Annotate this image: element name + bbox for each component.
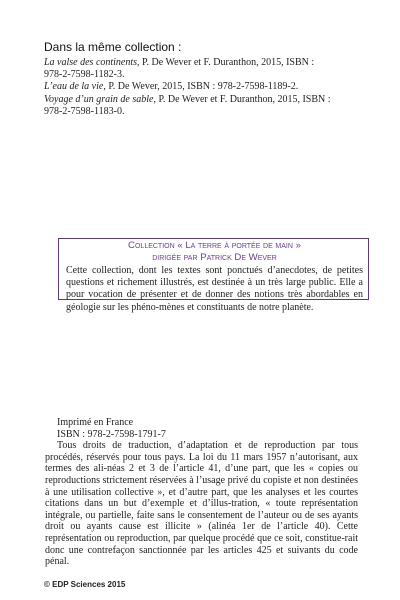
book-details: , P. De Wever et F. Duranthon, 2015, ISBN : (137, 57, 315, 68)
book-isbn: 978-2-7598-1183-0. (44, 105, 125, 117)
book-title: La valse des continents (44, 57, 138, 68)
list-item (44, 94, 364, 118)
legal-notice (45, 417, 358, 568)
collection-info-box (58, 238, 369, 313)
collection-editor-line: dirigée par Patrick De Wever (152, 252, 277, 263)
collection-list (44, 57, 364, 118)
collection-description: Cette collection, dont les textes sont ponctués d’anecdotes, de petites questions et richement illustrés, est destinée à un très large public. Elle a pour vocation de présenter et de donner des notions très abordables en géologie sur les phéno-mènes et constituants de notre planète. (66, 265, 363, 313)
copyright: © EDP Sciences 2015 (44, 580, 126, 589)
collection-heading: Dans la même collection : (44, 40, 182, 54)
book-details: , P. De Wever et F. Duranthon, 2015, ISBN : (153, 93, 331, 105)
rights-text: Tous droits de traduction, d’adaptation et de reproduction par tous procédés, réservés pour tous pays. La loi du 11 mars 1957 n’autorisant, aux termes des ali-néas 2 et 3 de l’article 41, d’une part, que les « copies ou reproductions strictement réservées à l’usage privé du copiste et non destinées à une utilisation collective », et d’autre part, que les analyses et les courtes citations dans un but d’exemple et d’illus-tration, « toute représentation intégrale, ou partielle, faite sans le consentement de l’auteur ou de ses ayants droit ou ayants cause est illicite » (alinéa 1er de l’article 40). Cette représentation ou reproduction, par quelque procédé que ce soit, constitue-rait donc une contrefaçon sanctionnée par les articles 425 et suivants du code pénal. (45, 440, 358, 568)
collection-title (66, 240, 363, 264)
book-isbn: 978-2-7598-1182-3. (44, 69, 125, 81)
book-title: L’eau de la vie (44, 81, 104, 93)
collection-title-line: Collection « La terre à portée de main » (128, 240, 301, 251)
list-item (44, 81, 364, 93)
list-item (44, 57, 364, 81)
book-title: Voyage d’un grain de sable (44, 93, 154, 105)
isbn: ISBN : 978-2-7598-1791-7 (57, 428, 166, 440)
printed-in: Imprimé en France (57, 417, 134, 428)
book-details: , P. De Wever, 2015, ISBN : 978-2-7598-1189-2. (103, 81, 299, 93)
